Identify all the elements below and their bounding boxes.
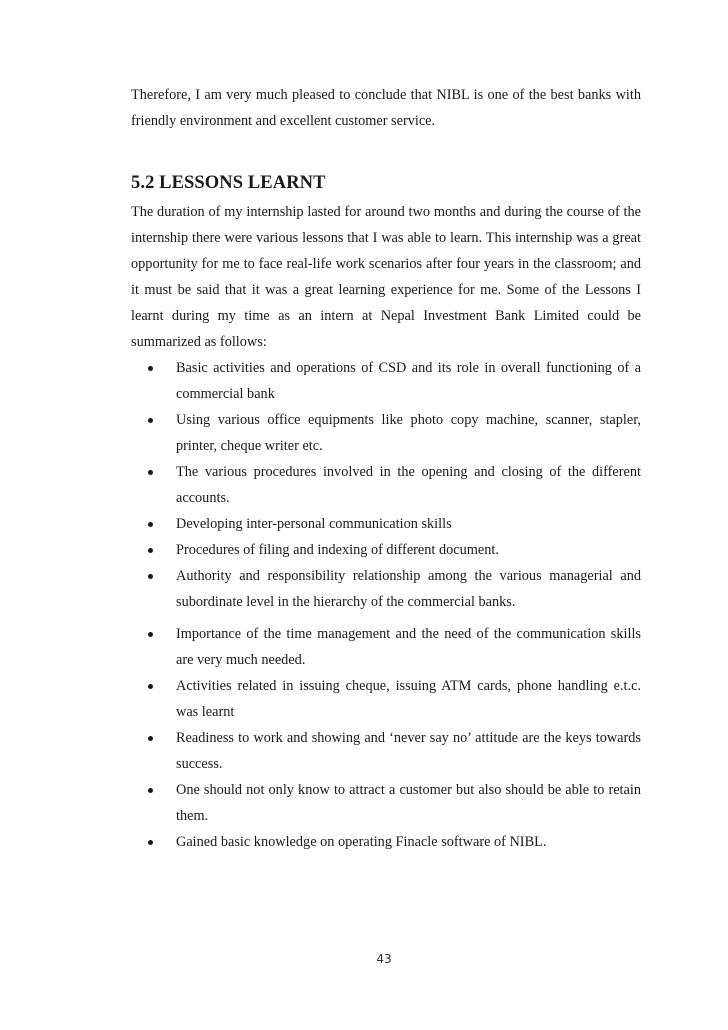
list-item (131, 355, 641, 407)
list-item-text: Activities related in issuing cheque, issuing ATM cards, phone handling e.t.c. was learnt (176, 678, 641, 720)
bullet-icon (148, 522, 153, 527)
bullet-icon (148, 788, 153, 793)
list-item-text: Procedures of filing and indexing of different document. (176, 542, 499, 558)
list-item (131, 725, 641, 777)
list-item-text: Developing inter-personal communication skills (176, 516, 452, 532)
list-item (131, 459, 641, 511)
bullet-icon (148, 470, 153, 475)
opening-paragraph: Therefore, I am very much pleased to conclude that NIBL is one of the best banks with friendly environment and excellent customer service. (131, 87, 641, 129)
page-number: 43 (376, 952, 392, 966)
list-item (131, 407, 641, 459)
bullet-icon (148, 418, 153, 423)
section-heading: 5.2 LESSONS LEARNT (131, 173, 326, 193)
list-item (131, 829, 641, 855)
list-item (131, 537, 641, 563)
list-item-text: Gained basic knowledge on operating Finacle software of NIBL. (176, 834, 547, 850)
bullet-icon (148, 548, 153, 553)
list-item-text: Readiness to work and showing and ‘never say no’ attitude are the keys towards success. (176, 730, 641, 772)
list-item (131, 511, 641, 537)
list-item (131, 673, 641, 725)
list-item (131, 563, 641, 615)
bullet-icon (148, 736, 153, 741)
list-item-text: Basic activities and operations of CSD and its role in overall functioning of a commercial bank (176, 360, 641, 402)
section-intro-paragraph: The duration of my internship lasted for around two months and during the course of the internship there were various lessons that I was able to learn. This internship was a great opportunity for me to face real-life work scenarios after four years in the classroom; and it must be said that it was a great learning experience for me. Some of the Lessons I learnt during my time as an intern at Nepal Investment Bank Limited could be summarized as follows: (131, 204, 641, 350)
list-item-text: Authority and responsibility relationship among the various managerial and subordinate level in the hierarchy of the commercial banks. (176, 568, 641, 610)
list-item-text: Using various office equipments like photo copy machine, scanner, stapler, printer, cheque writer etc. (176, 412, 641, 454)
bullet-icon (148, 632, 153, 637)
lessons-list (131, 355, 641, 855)
list-item (131, 621, 641, 673)
bullet-icon (148, 684, 153, 689)
list-item-text: One should not only know to attract a customer but also should be able to retain them. (176, 782, 641, 824)
bullet-icon (148, 574, 153, 579)
bullet-icon (148, 840, 153, 845)
list-item-text: Importance of the time management and the need of the communication skills are very much needed. (176, 626, 641, 668)
list-item-text: The various procedures involved in the opening and closing of the different accounts. (176, 464, 641, 506)
bullet-icon (148, 366, 153, 371)
list-item (131, 777, 641, 829)
document-page (131, 82, 641, 855)
